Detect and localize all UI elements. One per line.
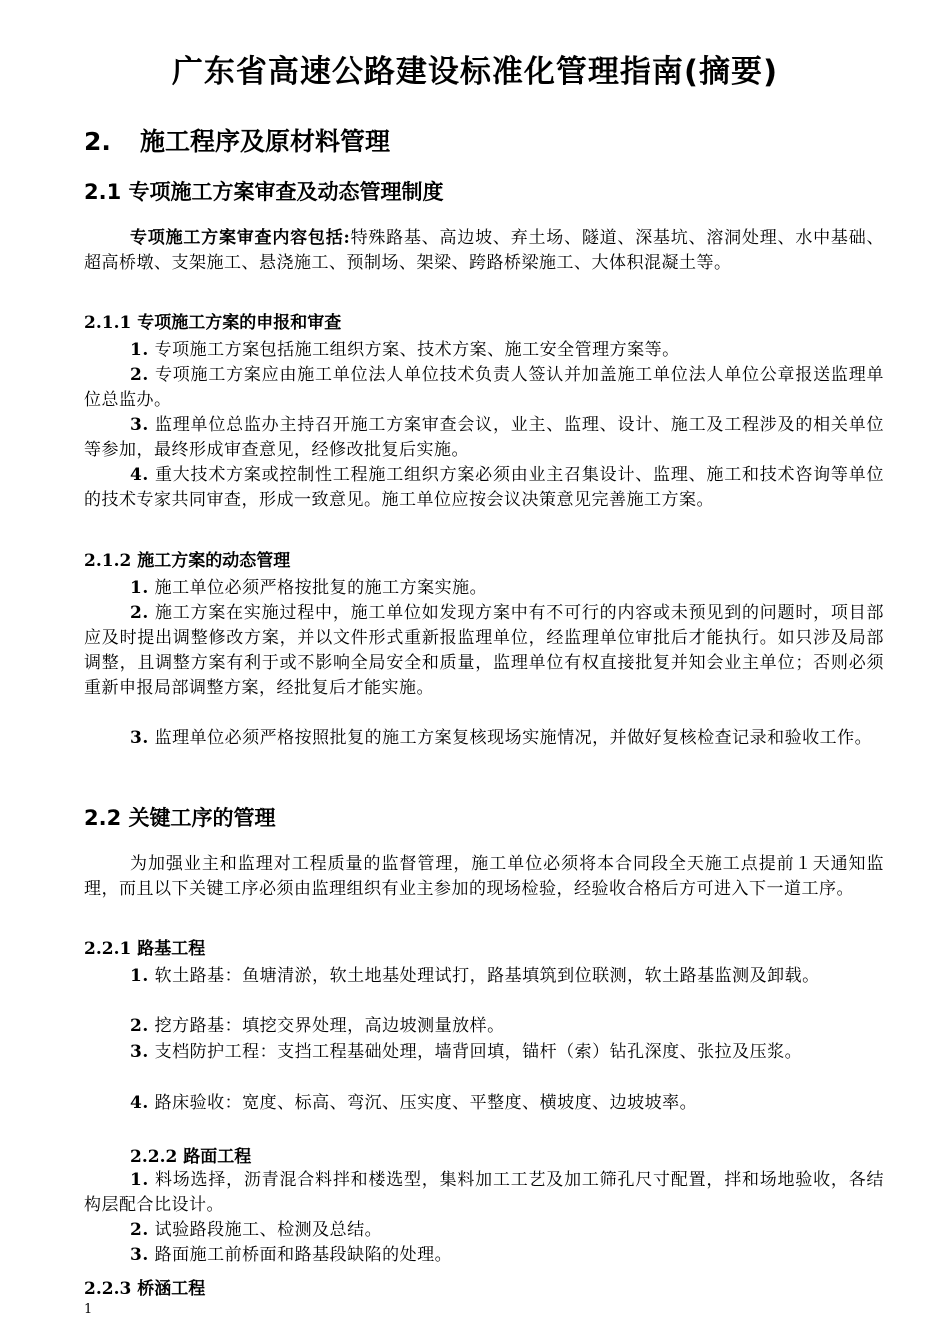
heading-2-2-2: 2.2.2 路面工程	[130, 1147, 252, 1167]
section-heading	[84, 122, 390, 158]
page-number: 1	[84, 1302, 93, 1317]
item-text: 挖方路基：填挖交界处理，高边坡测量放样。	[154, 1016, 505, 1036]
item-text: 专项施工方案应由施工单位法人单位技术负责人签认并加盖施工单位法人单位公章报送监理单位总监办。	[84, 365, 885, 410]
item-text: 监理单位总监办主持召开施工方案审查会议，业主、监理、设计、施工及工程涉及的相关单位等参加，最终形成审查意见，经修改批复后实施。	[84, 415, 885, 460]
item-number: 1.	[130, 340, 149, 360]
list-item	[84, 413, 884, 463]
item-number: 4.	[130, 465, 149, 485]
list-item	[84, 576, 884, 601]
list-item	[84, 964, 884, 989]
list-item	[84, 1091, 884, 1116]
section-number: 2.	[84, 127, 111, 156]
item-text: 路床验收：宽度、标高、弯沉、压实度、平整度、横坡度、边坡坡率。	[154, 1093, 698, 1113]
item-number: 2.	[130, 603, 149, 623]
heading-2-2: 2.2 关键工序的管理	[84, 806, 276, 830]
item-text: 路面施工前桥面和路基段缺陷的处理。	[154, 1245, 453, 1265]
heading-2-2-3: 2.2.3 桥涵工程	[84, 1279, 206, 1299]
heading-2-1-2: 2.1.2 施工方案的动态管理	[84, 551, 291, 571]
item-text: 施工方案在实施过程中，施工单位如发现方案中有不可行的内容或未预见到的问题时，项目部应及时提出调整修改方案，并以文件形式重新报监理单位，经监理单位审批后才能执行。如只涉及局部调整，且调整方案有利于或不影响全局安全和质量，监理单位有权直接批复并知会业主单位；否则必须重新申报局部调整方案，经批复后才能实施。	[84, 603, 885, 698]
item-number: 3.	[130, 415, 149, 435]
item-text: 料场选择，沥青混合料拌和楼选型，集料加工工艺及加工筛孔尺寸配置，拌和场地验收，各结构层配合比设计。	[84, 1170, 885, 1215]
item-number: 3.	[130, 728, 149, 748]
list-item	[84, 1168, 884, 1218]
list-item	[84, 1040, 884, 1065]
item-number: 1.	[130, 966, 149, 986]
intro-lead: 专项施工方案审查内容包括:	[130, 228, 351, 248]
heading-2-2-1: 2.2.1 路基工程	[84, 939, 206, 959]
item-text: 监理单位必须严格按照批复的施工方案复核现场实施情况，并做好复核检查记录和验收工作。	[154, 728, 873, 748]
item-number: 2.	[130, 1220, 149, 1240]
item-text: 试验路段施工、检测及总结。	[154, 1220, 383, 1240]
item-number: 2.	[130, 1016, 149, 1036]
item-text: 重大技术方案或控制性工程施工组织方案必须由业主召集设计、监理、施工和技术咨询等单位的技术专家共同审查，形成一致意见。施工单位应按会议决策意见完善施工方案。	[84, 465, 885, 510]
item-text: 专项施工方案包括施工组织方案、技术方案、施工安全管理方案等。	[154, 340, 680, 360]
list-item	[84, 1218, 884, 1243]
list-item	[84, 601, 884, 701]
item-text: 支档防护工程：支挡工程基础处理，墙背回填，锚杆（索）钻孔深度、张拉及压浆。	[154, 1042, 803, 1062]
list-item	[84, 1014, 884, 1039]
item-text: 软土路基：鱼塘清淤，软土地基处理试打，路基填筑到位联测，软土路基监测及卸载。	[154, 966, 820, 986]
list-item	[84, 726, 884, 751]
item-number: 1.	[130, 1170, 149, 1190]
item-number: 2.	[130, 365, 149, 385]
item-number: 3.	[130, 1042, 149, 1062]
item-number: 4.	[130, 1093, 149, 1113]
heading-2-1-1: 2.1.1 专项施工方案的申报和审查	[84, 313, 342, 333]
list-item	[84, 463, 884, 513]
intro-text: 特殊路基、高边坡、弃土场、隧道、深基坑、溶洞处理、水中基础、超高桥墩、支架施工、悬浇施工、预制场、架梁、跨路桥梁施工、大体积混凝土等。	[84, 228, 885, 273]
item-number: 3.	[130, 1245, 149, 1265]
heading-2-1: 2.1 专项施工方案审查及动态管理制度	[84, 180, 444, 204]
paragraph-2-1-intro	[84, 226, 884, 276]
document-title: 广东省高速公路建设标准化管理指南(摘要)	[171, 54, 779, 90]
item-text: 施工单位必须严格按批复的施工方案实施。	[154, 578, 488, 598]
list-item	[84, 1243, 884, 1268]
list-item	[84, 363, 884, 413]
list-item	[84, 338, 884, 363]
item-number: 1.	[130, 578, 149, 598]
paragraph-2-2-intro: 为加强业主和监理对工程质量的监督管理，施工单位必须将本合同段全天施工点提前１天通知监理，而且以下关键工序必须由监理组织有业主参加的现场检验，经验收合格后方可进入下一道工序。	[84, 854, 884, 899]
section-title: 施工程序及原材料管理	[140, 127, 391, 156]
